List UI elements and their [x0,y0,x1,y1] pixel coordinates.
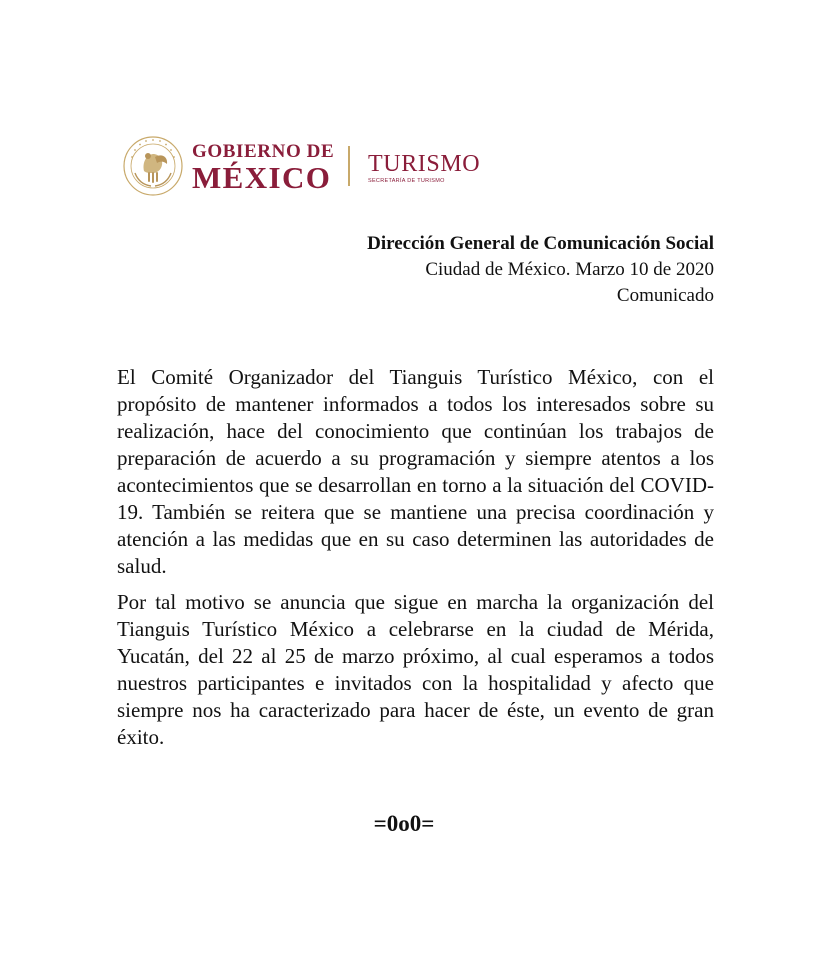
body-paragraph: Por tal motivo se anuncia que sigue en marcha la organización del Tianguis Turístico México a celebrarse en la ciudad de Mérida, Yucatán, del 22 al 25 de marzo próximo, al cual esperamos a todos nuestros participantes e invitados con la hospitalidad y afecto que siempre nos ha caracterizado para hacer de éste, un evento de gran éxito. [117,590,714,749]
department-name: Dirección General de Comunicación Social [367,233,714,254]
government-line1: GOBIERNO DE [192,141,335,162]
government-wordmark [192,142,357,194]
closing-mark: =0o0= [373,811,435,836]
tourism-wordmark [368,152,480,185]
place-date: Ciudad de México. Marzo 10 de 2020 [425,259,714,280]
document-header [367,231,714,309]
logo-divider [348,146,350,186]
document-body [117,364,714,760]
header-logos [122,132,502,198]
ministry-name: TURISMO [368,151,481,177]
document-type: Comunicado [616,285,714,306]
ministry-subtitle: SECRETARÍA DE TURISMO [368,178,445,184]
body-paragraph: El Comité Organizador del Tianguis Turístico México, con el propósito de mantener informados a todos los interesados sobre su realización, hace del conocimiento que continúan los trabajos de preparación de acuerdo a su programación y siempre atentos a los acontecimientos que se desarrollan en torno a la situación del COVID-19. También se reitera que se mantiene una precisa coordinación y atención a las medidas que en su caso determinen las autoridades de salud. [117,365,714,578]
national-seal-icon [122,135,184,197]
government-line2: MÉXICO [192,160,332,195]
